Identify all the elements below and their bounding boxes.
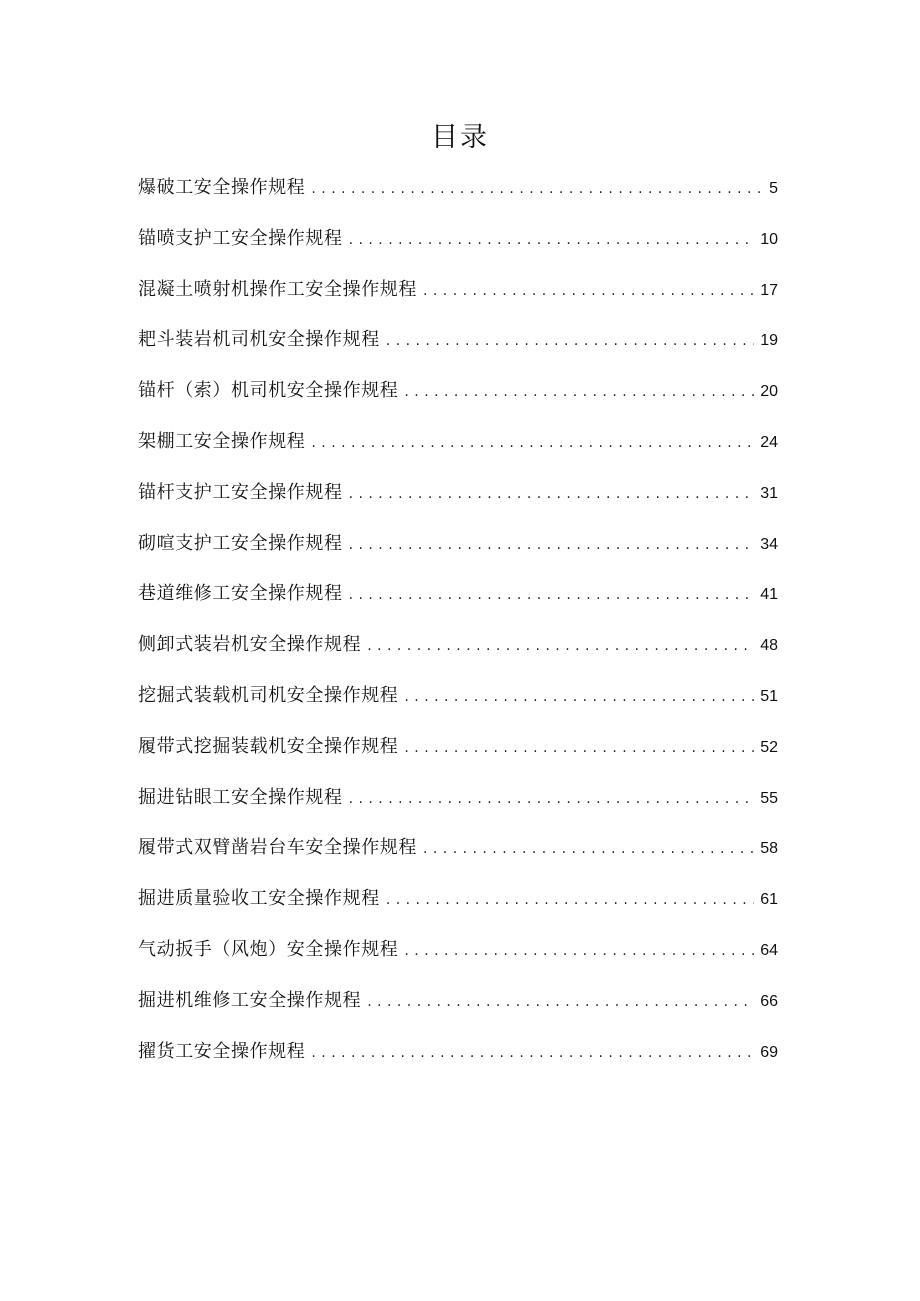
toc-entry[interactable] (138, 629, 778, 680)
toc-entry[interactable] (138, 578, 778, 629)
toc-entry[interactable] (138, 985, 778, 1036)
toc-entry-page-number: 5 (769, 180, 778, 197)
dot-leader (386, 325, 754, 357)
toc-entry[interactable] (138, 782, 778, 833)
toc-entry-page-number: 58 (760, 840, 778, 858)
dot-leader (311, 427, 754, 459)
toc-entry-title: 架棚工安全操作规程 (138, 430, 306, 452)
dot-leader (404, 732, 754, 764)
toc-entry-page-number: 41 (760, 586, 778, 604)
toc-entry-page-number: 20 (760, 383, 778, 401)
toc-entry-page-number: 51 (760, 687, 778, 705)
dot-leader (311, 1037, 754, 1069)
toc-entry[interactable] (138, 883, 778, 934)
toc-entry[interactable] (138, 274, 778, 325)
toc-entry-title: 侧卸式装岩机安全操作规程 (138, 634, 362, 656)
toc-entry-page-number: 48 (760, 637, 778, 655)
toc-entry[interactable] (138, 528, 778, 579)
toc-entry[interactable] (138, 426, 778, 477)
toc-entry[interactable] (138, 934, 778, 985)
toc-entry-title: 擢货工安全操作规程 (138, 1040, 306, 1062)
toc-entry-title: 巷道维修工安全操作规程 (138, 583, 343, 605)
toc-entry-page-number: 31 (760, 484, 778, 502)
page-title: 目录 (431, 122, 489, 153)
toc-entry-title: 气动扳手（风炮）安全操作规程 (138, 938, 399, 960)
toc-entry-page-number: 55 (760, 789, 778, 807)
toc-entry[interactable] (138, 324, 778, 375)
toc-entry-title: 爆破工安全操作规程 (138, 177, 306, 198)
toc-entry[interactable] (138, 731, 778, 782)
toc-entry-page-number: 24 (760, 433, 778, 451)
dot-leader (404, 376, 754, 408)
toc-entry-title: 混凝土喷射机操作工安全操作规程 (138, 278, 417, 300)
dot-leader (367, 630, 754, 662)
dot-leader (404, 681, 754, 713)
dot-leader (404, 935, 754, 967)
toc-entry[interactable] (138, 1036, 778, 1087)
toc-entry-title: 锚杆支护工安全操作规程 (138, 481, 343, 503)
toc-entry-title: 掘进钻眼工安全操作规程 (138, 786, 343, 808)
toc-entry-page-number: 19 (760, 332, 778, 350)
dot-leader (311, 173, 763, 205)
dot-leader (349, 529, 755, 561)
toc-entry-page-number: 66 (760, 992, 778, 1010)
toc-entry-title: 掘进质量验收工安全操作规程 (138, 888, 380, 910)
toc-entry[interactable] (138, 477, 778, 528)
dot-leader (386, 884, 754, 916)
toc-entry[interactable] (138, 172, 778, 223)
toc-entry-page-number: 34 (760, 535, 778, 553)
toc-entry[interactable] (138, 375, 778, 426)
toc-entry-title: 掘进机维修工安全操作规程 (138, 989, 362, 1011)
toc-entry-page-number: 69 (760, 1043, 778, 1061)
dot-leader (349, 783, 755, 815)
toc-entry-title: 履带式双臂凿岩台车安全操作规程 (138, 837, 417, 859)
toc-entry-title: 锚杆（索）机司机安全操作规程 (138, 380, 399, 402)
dot-leader (349, 478, 755, 510)
toc-entry-title: 锚喷支护工安全操作规程 (138, 227, 343, 249)
dot-leader (367, 986, 754, 1018)
dot-leader (423, 275, 754, 307)
toc-entry-page-number: 61 (760, 891, 778, 909)
dot-leader (349, 224, 755, 256)
dot-leader (423, 833, 754, 865)
toc-entry[interactable] (138, 223, 778, 274)
toc-entry-page-number: 64 (760, 941, 778, 959)
toc-entry-title: 挖掘式装载机司机安全操作规程 (138, 684, 399, 706)
toc-entry-title: 砌喧支护工安全操作规程 (138, 532, 343, 554)
toc-entry-page-number: 17 (760, 281, 778, 299)
toc-entry[interactable] (138, 680, 778, 731)
toc-entry[interactable] (138, 832, 778, 883)
toc-entry-page-number: 52 (760, 738, 778, 756)
toc-entry-title: 履带式挖掘装载机安全操作规程 (138, 735, 399, 757)
dot-leader (349, 579, 755, 611)
toc-entry-title: 耙斗装岩机司机安全操作规程 (138, 329, 380, 351)
table-of-contents (138, 172, 778, 1086)
toc-entry-page-number: 10 (760, 230, 778, 248)
